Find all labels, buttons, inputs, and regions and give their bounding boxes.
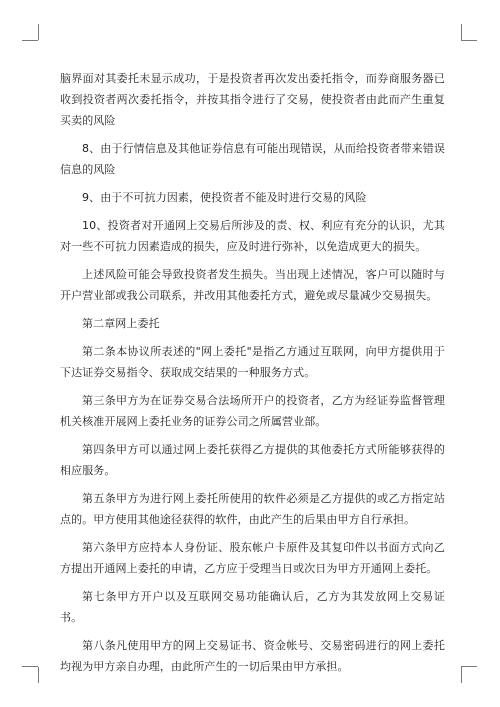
crop-mark-bottom-right-h bbox=[461, 666, 477, 667]
crop-mark-bottom-left-v bbox=[38, 667, 39, 683]
paragraph: 10、投资者对开通网上交易后所涉及的责、权、利应有充分的认识，尤其对一些不可抗力因素造成的损失，应及时进行弥补，以免造成更大的损失。 bbox=[60, 219, 445, 253]
paragraph: 第七条甲方开户以及互联网交易功能确认后，乙方为其发放网上交易证书。 bbox=[60, 590, 445, 624]
paragraph: 第五条甲方为进行网上委托所使用的软件必须是乙方提供的或乙方指定站点的。甲方使用其他途径获得的软件，由此产生的后果由甲方自行承担。 bbox=[60, 492, 445, 526]
paragraph: 上述风险可能会导致投资者发生损失。当出现上述情况，客户可以随时与开户营业部或我公司联系，并改用其他委托方式，避免或尽量减少交易损失。 bbox=[60, 268, 445, 302]
crop-mark-top-right-v bbox=[461, 24, 462, 40]
paragraph: 第三条甲方为在证券交易合法场所开户的投资者，乙方为经证券监督管理机关核准开展网上委托业务的证券公司之所属营业部。 bbox=[60, 394, 445, 428]
crop-mark-bottom-right-v bbox=[461, 667, 462, 683]
crop-mark-top-left-h bbox=[22, 40, 38, 41]
paragraph: 第六条甲方应持本人身份证、股东帐户卡原件及其复印件以书面方式向乙方提出开通网上委托的申请，乙方应于受理当日或次日为甲方开通网上委托。 bbox=[60, 541, 445, 575]
chapter-heading: 第二章网上委托 bbox=[82, 317, 160, 330]
paragraph: 第四条甲方可以通过网上委托获得乙方提供的其他委托方式所能够获得的相应服务。 bbox=[60, 443, 445, 477]
crop-mark-top-right-h bbox=[461, 40, 477, 41]
paragraph: 8、由于行情信息及其他证券信息有可能出现错误，从而给投资者带来错误信息的风险 bbox=[60, 142, 445, 176]
paragraph: 第八条凡使用甲方的网上交易证书、资金帐号、交易密码进行的网上委托均视为甲方亲自办理，由此所产生的一切后果由甲方承担。 bbox=[60, 639, 445, 673]
paragraph: 第二条本协议所表述的"网上委托"是指乙方通过互联网，向甲方提供用于下达证券交易指令、获取成交结果的一种服务方式。 bbox=[60, 345, 445, 379]
crop-mark-top-left-v bbox=[38, 24, 39, 40]
crop-mark-bottom-left-h bbox=[22, 666, 38, 667]
paragraph: 9、由于不可抗力因素，使投资者不能及时进行交易的风险 bbox=[82, 191, 367, 204]
document-body bbox=[60, 68, 445, 684]
paragraph: 脑界面对其委托未显示成功，于是投资者再次发出委托指令，而券商服务器已收到投资者两次委托指令，并按其指令进行了交易，使投资者由此而产生重复买卖的风险 bbox=[60, 72, 445, 127]
